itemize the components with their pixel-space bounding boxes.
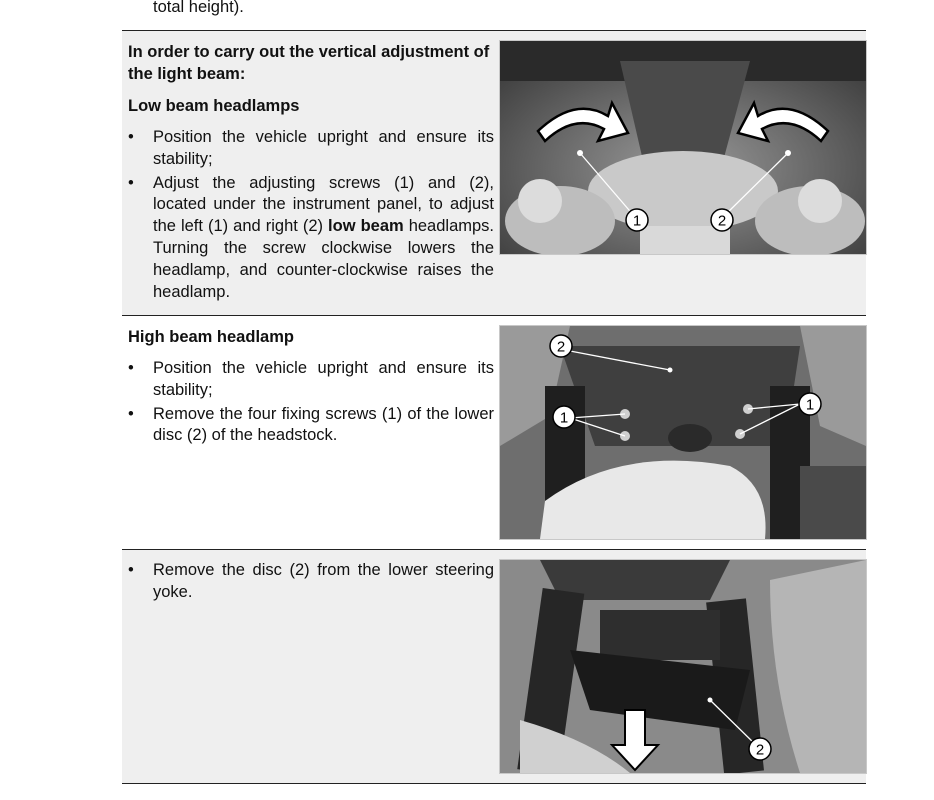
high-beam-subheading: High beam headlamp bbox=[128, 328, 294, 346]
high-beam-steps bbox=[128, 358, 494, 447]
callout-1-right bbox=[799, 393, 821, 415]
svg-text:1: 1 bbox=[805, 396, 815, 414]
section-divider bbox=[122, 783, 866, 784]
svg-text:2: 2 bbox=[755, 741, 765, 759]
svg-text:2: 2 bbox=[717, 212, 727, 230]
section-low-beam-text bbox=[128, 41, 494, 305]
section-high-beam bbox=[122, 316, 866, 549]
list-item: • Position the vehicle upright and ensure its stability; bbox=[128, 128, 494, 168]
callout-2 bbox=[711, 209, 733, 231]
remove-disc-photo bbox=[499, 559, 867, 774]
svg-text:2: 2 bbox=[556, 338, 566, 356]
high-beam-screws-photo bbox=[499, 325, 867, 540]
remove-disc-steps bbox=[128, 560, 494, 604]
list-item: • Remove the disc (2) from the lower steering yoke. bbox=[128, 561, 494, 601]
procedure-heading: In order to carry out the vertical adjustment of the light beam: bbox=[128, 43, 490, 83]
svg-text:1: 1 bbox=[559, 409, 569, 427]
low-beam-subheading: Low beam headlamps bbox=[128, 97, 300, 115]
low-beam-steps bbox=[128, 127, 494, 303]
svg-text:1: 1 bbox=[632, 212, 642, 230]
section-remove-disc bbox=[122, 550, 866, 783]
callout-2 bbox=[749, 738, 771, 760]
section-high-beam-text bbox=[128, 326, 494, 449]
list-item: • Remove the four fixing screws (1) of the lower disc (2) of the headstock. bbox=[128, 404, 494, 445]
callout-1 bbox=[626, 209, 648, 231]
callout-1-left bbox=[553, 406, 575, 428]
section-low-beam bbox=[122, 31, 866, 315]
section-remove-disc-text bbox=[128, 560, 494, 606]
list-item: • Position the vehicle upright and ensure its stability; bbox=[128, 359, 494, 399]
list-item: • Adjust the adjusting screws (1) and (2), located under the instrument panel, to adjust the left (1) and right (2) low beam headlamps. Turning the screw clockwise lowers the headlamp, and counter-clockwise raises the headlamp. bbox=[128, 173, 494, 301]
continued-text-fragment: total height). bbox=[153, 0, 244, 16]
low-beam-adjustment-photo bbox=[499, 40, 867, 255]
callout-2 bbox=[550, 335, 572, 357]
